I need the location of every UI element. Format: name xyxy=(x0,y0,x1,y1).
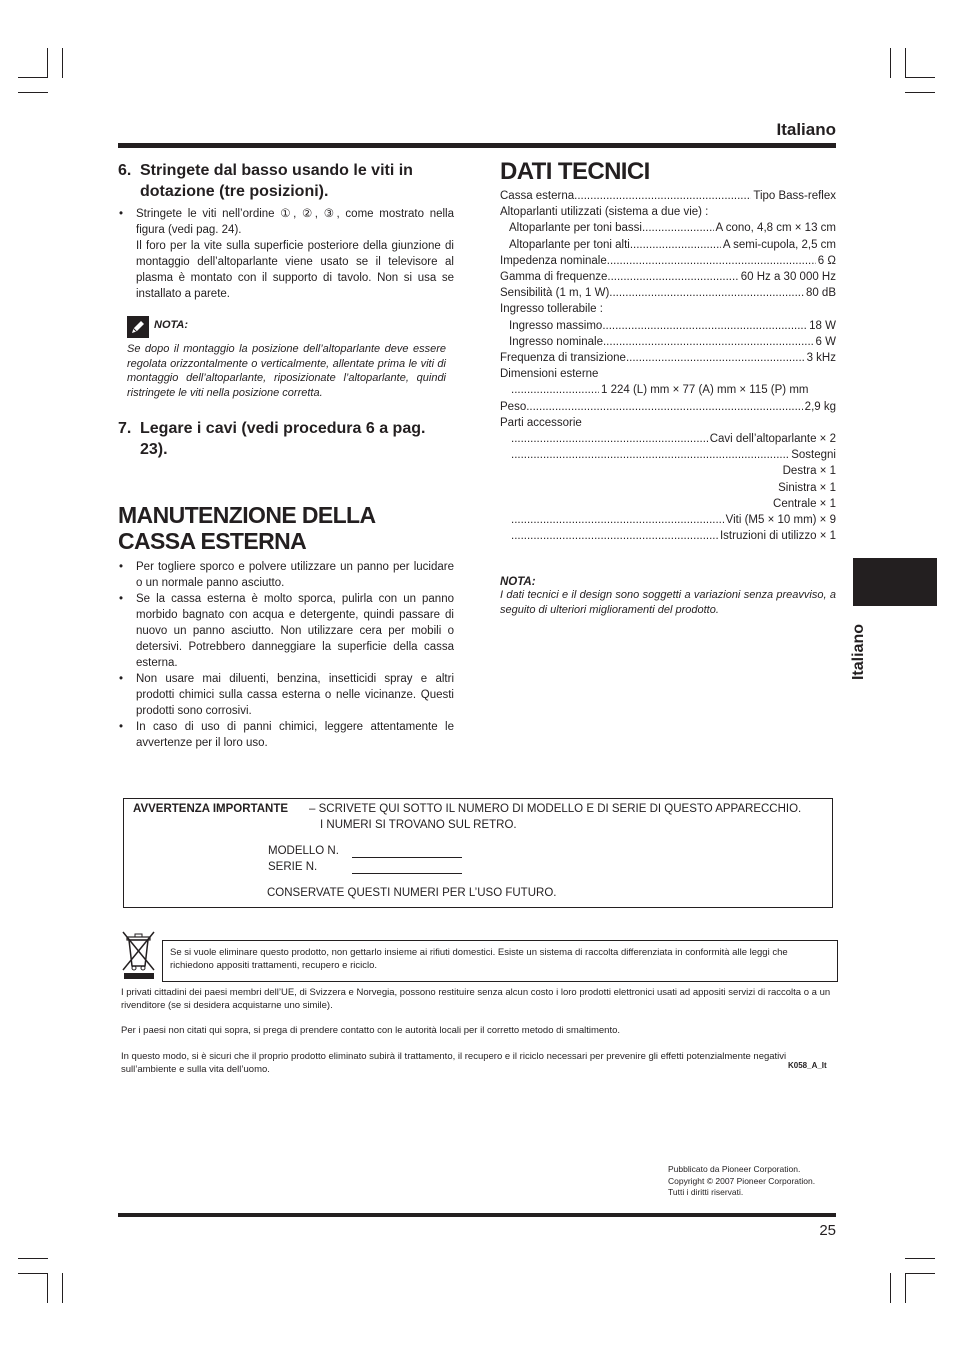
spec-row: Centrale × 1 xyxy=(773,497,836,510)
list-item: • In caso di uso di panni chimici, leggere attentamente le avvertenze per il loro uso. xyxy=(118,719,454,751)
nota-text: Se dopo il montaggio la posizione dell’altoparlante deve essere regolata orizzontalmente o verticalmente, allentate prima le viti di montaggio dell’altoparlante, riposizionate l’altoparlante, quindi ristringete le viti nella posizione corretta. xyxy=(127,343,446,399)
spec-row: Altoparlante per toni alti ..... A semi-cupola, 2,5 cm xyxy=(500,237,836,253)
weee-paragraph-3: In questo modo, si è sicuri che il proprio prodotto eliminato subirà il trattamento, il recupero e il riciclo necessari per prevenire gli effetti potenzialmente negativi sull’ambiente e sulla vita dell’uomo. xyxy=(121,1051,787,1075)
spec-row: Impedenza nominale ..... 6 Ω xyxy=(500,253,836,269)
spec-row: ..... Istruzioni di utilizzo × 1 xyxy=(500,528,836,544)
spec-row: ..... Cavi dell’altoparlante × 2 xyxy=(500,431,836,447)
pencil-icon xyxy=(127,316,149,338)
crossed-bin-icon xyxy=(121,930,156,980)
header-language: Italiano xyxy=(776,120,836,139)
spec-row: Altoparlanti utilizzati (sistema a due vie) : xyxy=(500,206,709,219)
list-item: • Per togliere sporco e polvere utilizzare un panno per lucidare o un normale panno asciutto. xyxy=(118,559,454,591)
weee-box: Se si vuole eliminare questo prodotto, non gettarlo insieme ai rifiuti domestici. Esiste un sistema di raccolta differenziata in conformità alle leggi che richiedono appositi trattamenti, recupero e riciclo. xyxy=(162,940,838,982)
spec-row: ..... 1 224 (L) mm × 77 (A) mm × 115 (P) mm xyxy=(500,382,836,398)
spec-list xyxy=(500,188,836,544)
step-7-heading xyxy=(118,418,454,460)
spec-row: ..... Sostegni xyxy=(500,447,836,463)
spec-row: Gamma di frequenze ..... 60 Hz a 30 000 Hz xyxy=(500,269,836,285)
copyright-line: Copyright © 2007 Pioneer Corporation. xyxy=(668,1175,816,1186)
step-7-number: 7. xyxy=(118,420,132,437)
spec-row: Ingresso tollerabile : xyxy=(500,303,603,316)
step-6-heading xyxy=(118,160,454,202)
modello-label: MODELLO N. xyxy=(268,845,339,857)
manutenzione-list xyxy=(118,559,454,751)
modello-line xyxy=(352,857,462,858)
nota-heading xyxy=(118,316,454,338)
avvertenza-box xyxy=(123,798,833,908)
spec-row: Cassa esterna ..... Tipo Bass-reflex xyxy=(500,188,836,204)
list-item: • Se la cassa esterna è molto sporca, pulirla con un panno morbido bagnato con acqua e detergente, quindi passare di nuovo un panno asciutto. Non utilizzare cera per mobili o detersivi. Potrebbero danneggiare la superficie della cassa esterna. xyxy=(118,591,454,671)
serie-label: SERIE N. xyxy=(268,861,318,873)
conservate-text: CONSERVATE QUESTI NUMERI PER L’USO FUTURO. xyxy=(267,887,557,899)
nota-label: NOTA: xyxy=(154,319,189,331)
publisher-block xyxy=(668,1164,815,1199)
spec-row: Sinistra × 1 xyxy=(778,481,836,494)
avvertenza-label: AVVERTENZA IMPORTANTE xyxy=(133,803,289,815)
side-tab-label: Italiano xyxy=(850,624,867,681)
spec-row: Dimensioni esterne xyxy=(500,368,599,381)
publisher-line: Pubblicato da Pioneer Corporation. xyxy=(668,1164,801,1174)
side-tab xyxy=(853,558,937,606)
step-6-list xyxy=(118,206,454,302)
top-rule xyxy=(118,143,836,148)
spec-row: ..... Viti (M5 × 10 mm) × 9 xyxy=(500,512,836,528)
nota2-text: I dati tecnici e il design sono soggetti a variazioni senza preavviso, a seguito di ulteriori miglioramenti del prodotto. xyxy=(500,589,836,616)
spec-row: Ingresso nominale ..... 6 W xyxy=(500,334,836,350)
weee-code: K058_A_It xyxy=(788,1061,827,1070)
spec-row: Ingresso massimo ..... 18 W xyxy=(500,318,836,334)
weee-paragraph-2: Per i paesi non citati qui sopra, si prega di prendere contatto con le autorità locali per il corretto metodo di smaltimento. xyxy=(121,1025,621,1036)
bottom-rule xyxy=(118,1213,836,1217)
spec-row: Peso ..... 2,9 kg xyxy=(500,399,836,415)
list-item: • Stringete le viti nell’ordine ①, ②, ③, come mostrato nella figura (vedi pag. 24). Il foro per la vite sulla superficie posteriore della giunzione di montaggio dell’altoparlante viene usato se il televisore al plasma è montato con il supporto di tavolo. Non si usa se installato a parete. xyxy=(118,206,454,302)
step-7-title: Legare i cavi (vedi procedura 6 a pag. 23). xyxy=(140,420,426,458)
step-6-title: Stringete dal basso usando le viti in dotazione (tre posizioni). xyxy=(140,162,413,200)
rights-line: Tutti i diritti riservati. xyxy=(668,1187,744,1197)
step-6-number: 6. xyxy=(118,162,132,179)
avvertenza-text2: I NUMERI SI TROVANO SUL RETRO. xyxy=(320,819,517,831)
spec-row: Altoparlante per toni bassi ..... A cono, 4,8 cm × 13 cm xyxy=(500,220,836,236)
spec-row: Destra × 1 xyxy=(782,465,836,478)
nota2-label: NOTA: xyxy=(500,576,536,589)
avvertenza-text1: – SCRIVETE QUI SOTTO IL NUMERO DI MODELLO E DI SERIE DI QUESTO APPARECCHIO. xyxy=(309,803,802,815)
list-item: • Non usare mai diluenti, benzina, insetticidi spray e altri prodotti chimici sulla cassa esterna o nelle vicinanze. Questi prodotti sono corrosivi. xyxy=(118,671,454,719)
manutenzione-title: MANUTENZIONE DELLA CASSA ESTERNA xyxy=(118,502,375,554)
left-column xyxy=(118,160,454,751)
serie-line xyxy=(352,873,462,874)
right-column xyxy=(500,159,836,617)
page-number: 25 xyxy=(819,1222,836,1239)
spec-row: Sensibilità (1 m, 1 W) ..... 80 dB xyxy=(500,285,836,301)
dati-tecnici-title: DATI TECNICI xyxy=(500,158,650,185)
spec-row: Frequenza di transizione ..... 3 kHz xyxy=(500,350,836,366)
weee-paragraph-1: I privati cittadini dei paesi membri dell’UE, di Svizzera e Norvegia, possono restituire senza alcun costo i loro prodotti elettronici usati ad appositi servizi di raccolta o a un rivenditore (se si desidera acquistarne uno simile). xyxy=(121,987,831,1011)
spec-row: Parti accessorie xyxy=(500,416,582,429)
